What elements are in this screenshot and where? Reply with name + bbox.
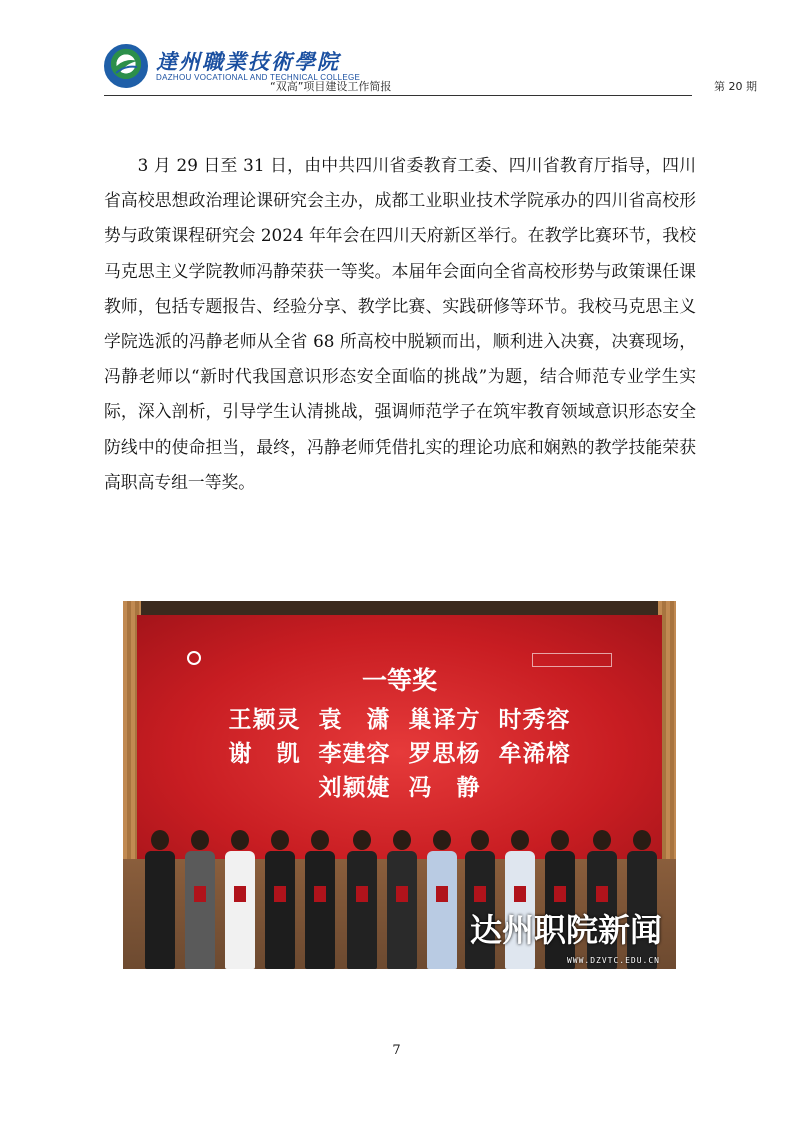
certificate-icon <box>356 886 368 902</box>
winner-name: 李建容 <box>318 741 391 767</box>
bulletin-title: “双高”项目建设工作简报 <box>270 80 392 93</box>
recipient-figure <box>385 830 419 969</box>
winner-name: 罗思杨 <box>408 741 481 767</box>
winner-row-2 <box>137 735 662 768</box>
winner-name: 王颖灵 <box>228 707 301 733</box>
certificate-icon <box>314 886 326 902</box>
certificate-icon <box>596 886 608 902</box>
winner-name: 巢译方 <box>408 707 481 733</box>
college-logo <box>104 44 148 88</box>
page-number: 7 <box>392 1043 401 1058</box>
certificate-icon <box>274 886 286 902</box>
college-name-en: DAZHOU VOCATIONAL AND TECHNICAL COLLEGE <box>156 73 361 82</box>
certificate-icon <box>436 886 448 902</box>
winner-name: 牟浠榕 <box>498 741 571 767</box>
header-divider <box>104 95 692 96</box>
news-watermark: 达州职院新闻 <box>469 911 662 949</box>
certificate-icon <box>474 886 486 902</box>
winner-name: 刘颖婕 <box>318 775 391 801</box>
recipient-figure <box>183 830 217 969</box>
award-title: 一等奖 <box>361 666 437 695</box>
document-header <box>104 38 692 96</box>
recipient-figure <box>303 830 337 969</box>
award-ceremony-photo <box>123 601 676 969</box>
college-name-cn: 達州職業技術學院 <box>156 49 340 74</box>
recipient-figure <box>223 830 257 969</box>
news-watermark-url: WWW.DZVTC.EDU.CN <box>566 956 660 965</box>
recipient-figure <box>143 830 177 969</box>
recipient-figure <box>263 830 297 969</box>
winner-name: 时秀容 <box>498 707 571 733</box>
certificate-icon <box>234 886 246 902</box>
winner-row-3 <box>137 769 662 802</box>
issue-number: 第 20 期 <box>714 80 757 93</box>
winner-name: 袁 潇 <box>318 707 391 733</box>
recipient-figure <box>345 830 379 969</box>
winner-name: 冯 静 <box>408 775 481 801</box>
certificate-icon <box>554 886 566 902</box>
certificate-icon <box>396 886 408 902</box>
award-screen <box>137 615 662 865</box>
certificate-icon <box>514 886 526 902</box>
winner-name: 谢 凯 <box>228 741 301 767</box>
recipient-figure <box>425 830 459 969</box>
article-paragraph: 3 月 29 日至 31 日，由中共四川省委教育工委、四川省教育厅指导，四川省高校思想政治理论课研究会主办，成都工业职业技术学院承办的四川省高校形势与政策课程研究会 2024 年年会在四川天府新区举行。在教学比赛环节，我校马克思主义学院教师冯静荣获一等奖。本届年会面向全省高校形势与政策课任课教师，包括专题报告、经验分享、教学比赛、实践研修等环节。我校马克思主义学院选派的冯静老师从全省 68 所高校中脱颖而出，顺利进入决赛，决赛现场，冯静老师以“新时代我国意识形态安全面临的挑战”为题，结合师范专业学生实际，深入剖析，引导学生认清挑战，强调师范学子在筑牢教育领域意识形态安全防线中的使命担当，最终，冯静老师凭借扎实的理论功底和娴熟的教学技能荣获高职高专组一等奖。 <box>104 155 696 492</box>
certificate-icon <box>194 886 206 902</box>
logo-swoosh-icon <box>113 55 139 77</box>
winner-row-1 <box>137 701 662 734</box>
